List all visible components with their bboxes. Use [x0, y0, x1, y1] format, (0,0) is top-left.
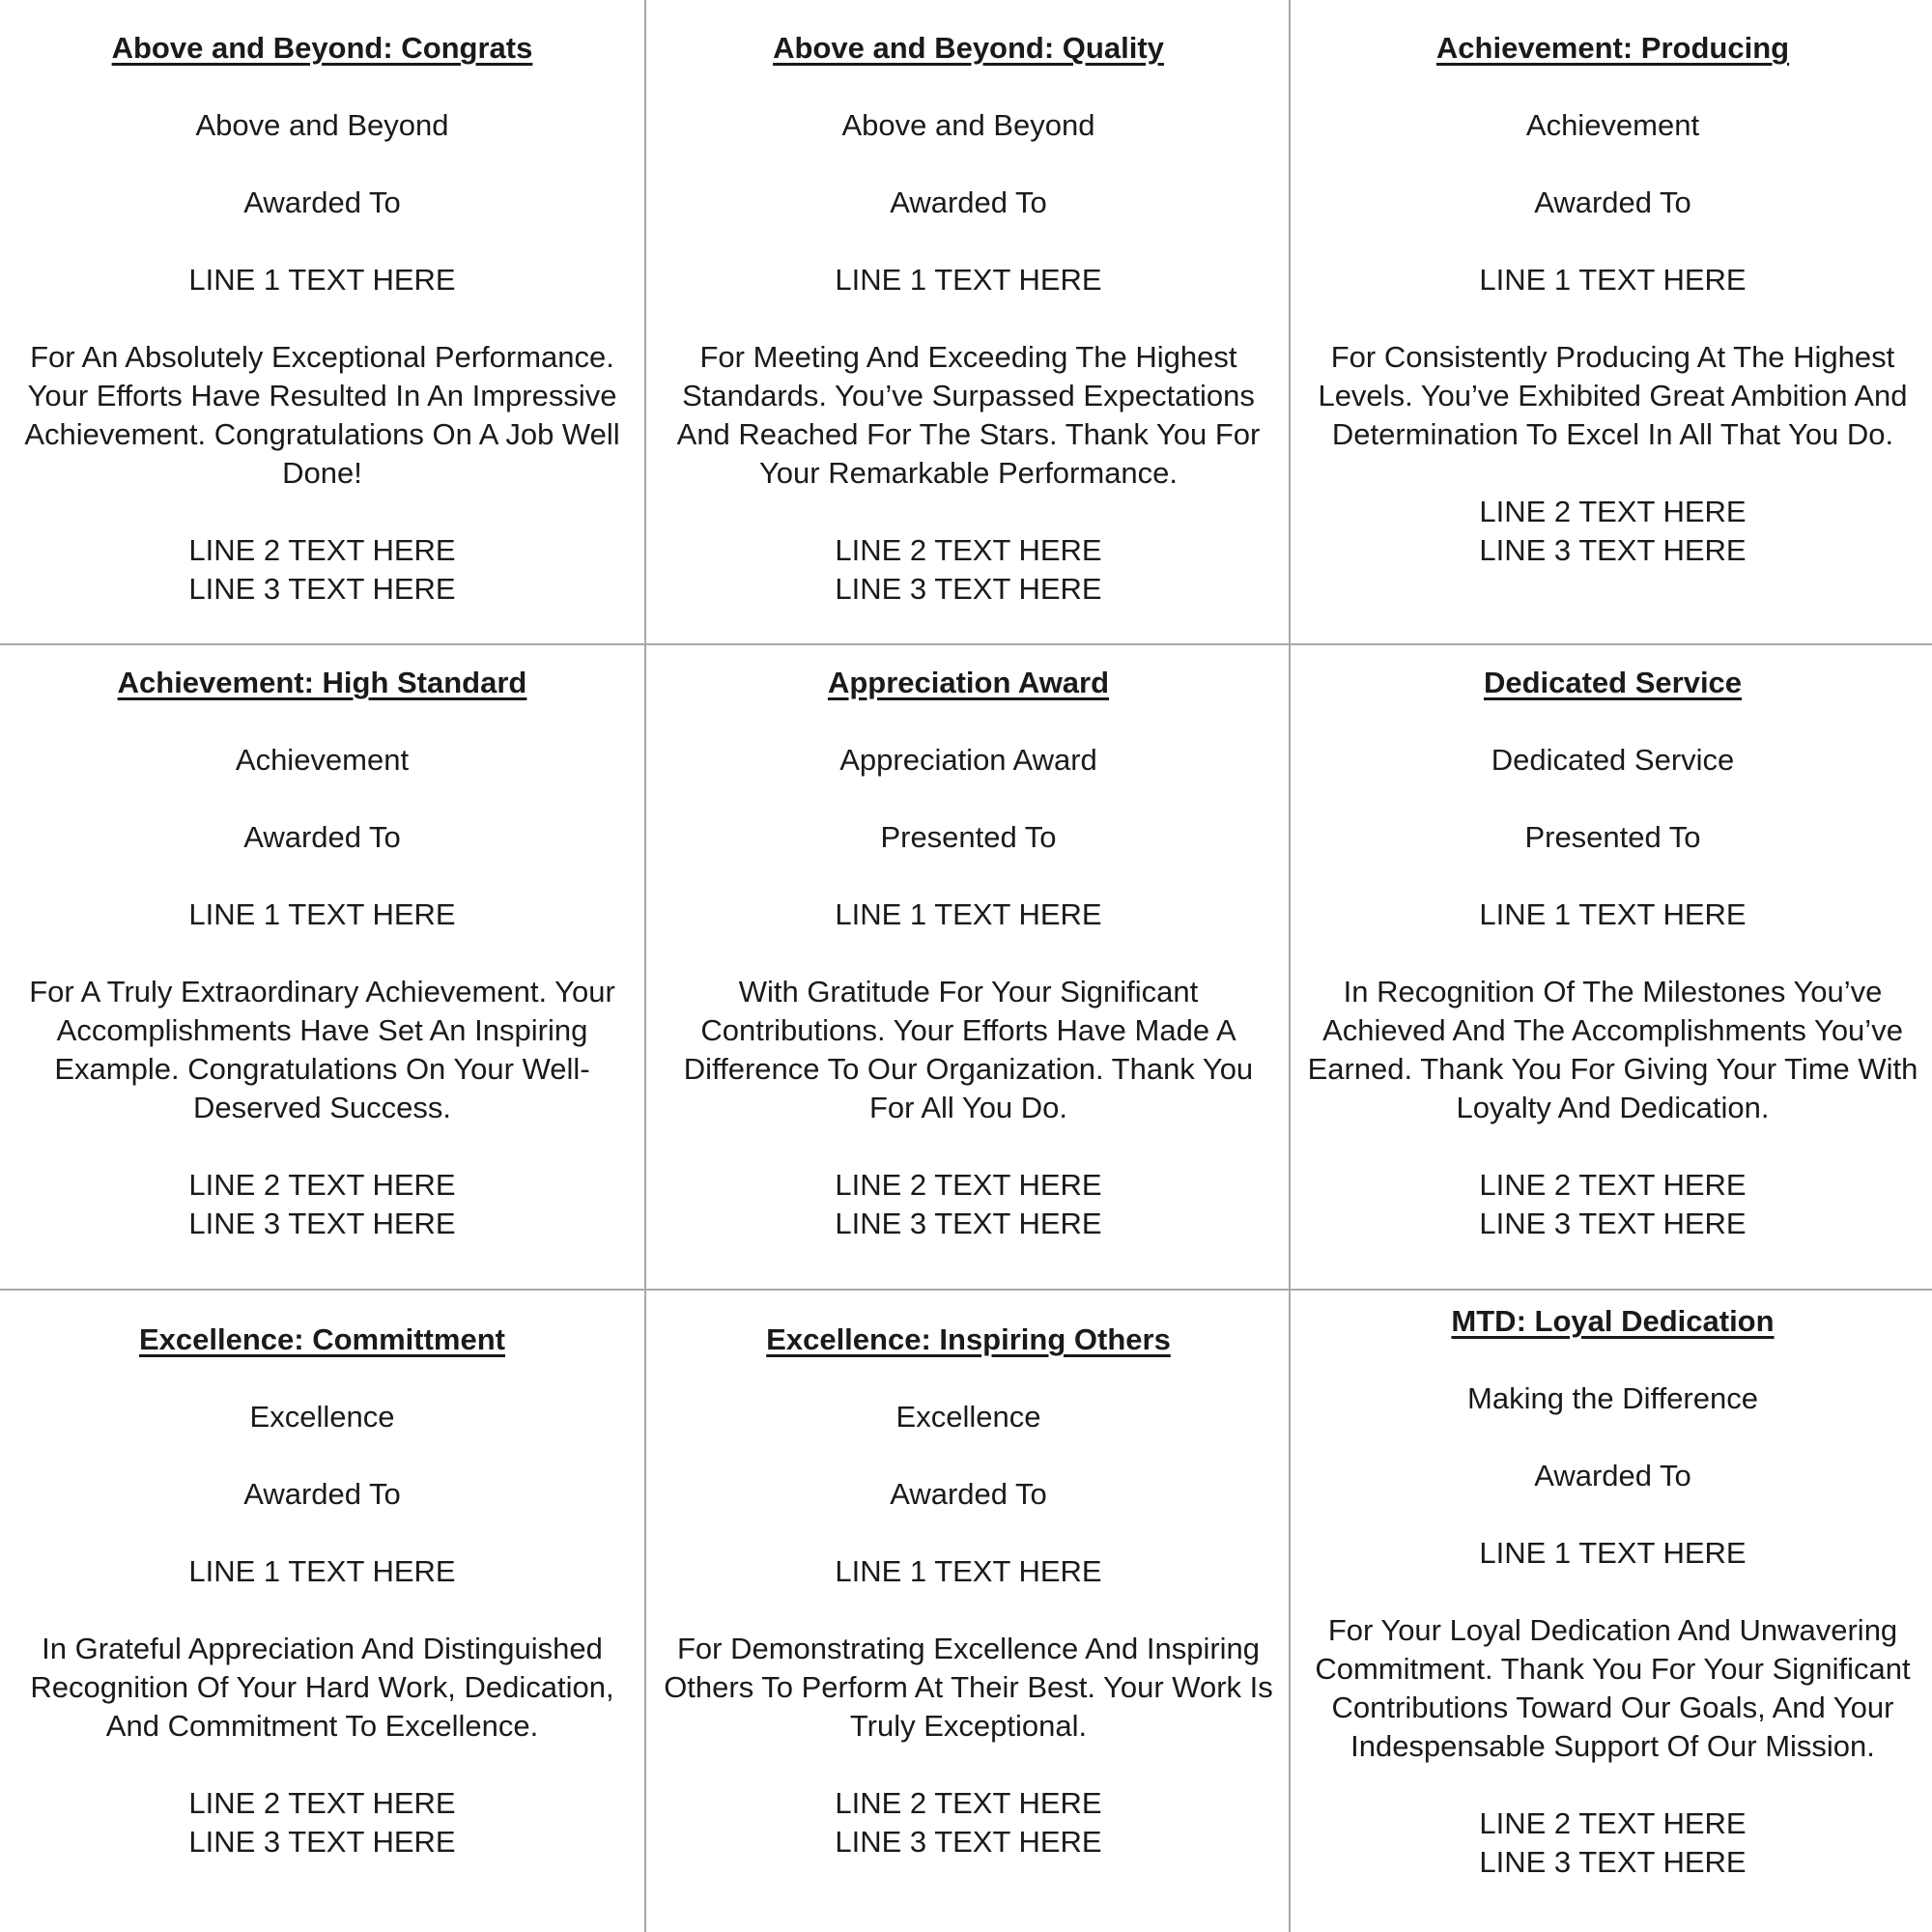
award-card — [1291, 29, 1932, 570]
line-3-placeholder: LINE 3 TEXT HERE — [835, 1207, 1102, 1240]
presentation-text: Awarded To — [1534, 185, 1691, 219]
line-3-placeholder: LINE 3 TEXT HERE — [835, 572, 1102, 606]
line-2-placeholder: LINE 2 TEXT HERE — [835, 533, 1102, 567]
award-name: Excellence — [249, 1400, 395, 1434]
line-1-placeholder: LINE 1 TEXT HERE — [1479, 897, 1747, 931]
presentation-text: Awarded To — [243, 1477, 401, 1511]
line-2-placeholder: LINE 2 TEXT HERE — [835, 1168, 1102, 1202]
card-title: Above and Beyond: Quality — [773, 31, 1164, 65]
line-2-placeholder: LINE 2 TEXT HERE — [1479, 1806, 1747, 1840]
line-2-placeholder: LINE 2 TEXT HERE — [188, 1786, 456, 1820]
line-3-placeholder: LINE 3 TEXT HERE — [188, 1207, 456, 1240]
award-name: Dedicated Service — [1491, 743, 1735, 777]
award-card — [646, 29, 1291, 609]
award-description: With Gratitude For Your Significant Contributions. Your Efforts Have Made A Difference To Our Organization. Thank You For All You Do. — [683, 975, 1254, 1124]
card-title: Achievement: Producing — [1435, 31, 1790, 65]
line-3-placeholder: LINE 3 TEXT HERE — [1479, 1207, 1747, 1240]
line-3-placeholder: LINE 3 TEXT HERE — [188, 1825, 456, 1859]
award-description: For Consistently Producing At The Highest Levels. You’ve Exhibited Great Ambition And Determination To Excel In All That You Do. — [1318, 340, 1908, 451]
line-2-placeholder: LINE 2 TEXT HERE — [835, 1786, 1102, 1820]
line-3-placeholder: LINE 3 TEXT HERE — [188, 572, 456, 606]
presentation-text: Awarded To — [890, 185, 1047, 219]
award-description: For An Absolutely Exceptional Performance. Your Efforts Have Resulted In An Impressive Achievement. Congratulations On A Job Well Done! — [24, 340, 620, 490]
award-card — [1291, 664, 1932, 1243]
line-1-placeholder: LINE 1 TEXT HERE — [188, 1554, 456, 1588]
presentation-text: Awarded To — [243, 820, 401, 854]
line-1-placeholder: LINE 1 TEXT HERE — [835, 263, 1102, 297]
line-1-placeholder: LINE 1 TEXT HERE — [188, 263, 456, 297]
card-title: Achievement: High Standard — [117, 666, 527, 699]
award-description: For Your Loyal Dedication And Unwavering Commitment. Thank You For Your Significant Contributions Toward Our Goals, And Your Indespensable Support Of Our Mission. — [1315, 1613, 1911, 1763]
award-name: Appreciation Award — [839, 743, 1097, 777]
presentation-text: Awarded To — [890, 1477, 1047, 1511]
award-description: For Demonstrating Excellence And Inspiring Others To Perform At Their Best. Your Work Is Truly Exceptional. — [664, 1632, 1273, 1743]
award-description: For A Truly Extraordinary Achievement. Your Accomplishments Have Set An Inspiring Example. Congratulations On Your Well-Deserved Success. — [29, 975, 615, 1124]
award-card — [0, 664, 644, 1243]
line-3-placeholder: LINE 3 TEXT HERE — [835, 1825, 1102, 1859]
card-title: Excellence: Committment — [139, 1322, 505, 1356]
row-divider — [0, 1289, 1932, 1291]
award-description: In Grateful Appreciation And Distinguished Recognition Of Your Hard Work, Dedication, And Commitment To Excellence. — [30, 1632, 614, 1743]
card-title: Appreciation Award — [827, 666, 1110, 699]
award-name: Above and Beyond — [195, 108, 449, 142]
award-card — [0, 1321, 644, 1861]
line-1-placeholder: LINE 1 TEXT HERE — [1479, 263, 1747, 297]
line-2-placeholder: LINE 2 TEXT HERE — [188, 1168, 456, 1202]
award-card — [0, 29, 644, 609]
line-1-placeholder: LINE 1 TEXT HERE — [835, 897, 1102, 931]
award-description: In Recognition Of The Milestones You’ve Achieved And The Accomplishments You’ve Earned. Thank You For Giving Your Time With Loyalty And Dedication. — [1307, 975, 1918, 1124]
line-2-placeholder: LINE 2 TEXT HERE — [1479, 495, 1747, 528]
award-name: Achievement — [1525, 108, 1700, 142]
award-card — [1291, 1302, 1932, 1882]
award-name: Making the Difference — [1467, 1381, 1758, 1415]
presentation-text: Presented To — [1524, 820, 1701, 854]
card-title: Above and Beyond: Congrats — [111, 31, 533, 65]
card-title: Excellence: Inspiring Others — [766, 1322, 1171, 1356]
line-2-placeholder: LINE 2 TEXT HERE — [188, 533, 456, 567]
line-1-placeholder: LINE 1 TEXT HERE — [188, 897, 456, 931]
presentation-text: Presented To — [880, 820, 1057, 854]
award-description: For Meeting And Exceeding The Highest Standards. You’ve Surpassed Expectations And Reached For The Stars. Thank You For Your Remarkable Performance. — [676, 340, 1261, 490]
award-name: Excellence — [895, 1400, 1041, 1434]
line-2-placeholder: LINE 2 TEXT HERE — [1479, 1168, 1747, 1202]
line-1-placeholder: LINE 1 TEXT HERE — [1479, 1536, 1747, 1570]
line-3-placeholder: LINE 3 TEXT HERE — [1479, 533, 1747, 567]
line-1-placeholder: LINE 1 TEXT HERE — [835, 1554, 1102, 1588]
award-name: Above and Beyond — [841, 108, 1095, 142]
award-card — [646, 1321, 1291, 1861]
row-divider — [0, 643, 1932, 645]
card-title: MTD: Loyal Dedication — [1451, 1304, 1775, 1338]
card-title: Dedicated Service — [1483, 666, 1743, 699]
presentation-text: Awarded To — [243, 185, 401, 219]
line-3-placeholder: LINE 3 TEXT HERE — [1479, 1845, 1747, 1879]
presentation-text: Awarded To — [1534, 1459, 1691, 1492]
award-card — [646, 664, 1291, 1243]
award-name: Achievement — [235, 743, 410, 777]
